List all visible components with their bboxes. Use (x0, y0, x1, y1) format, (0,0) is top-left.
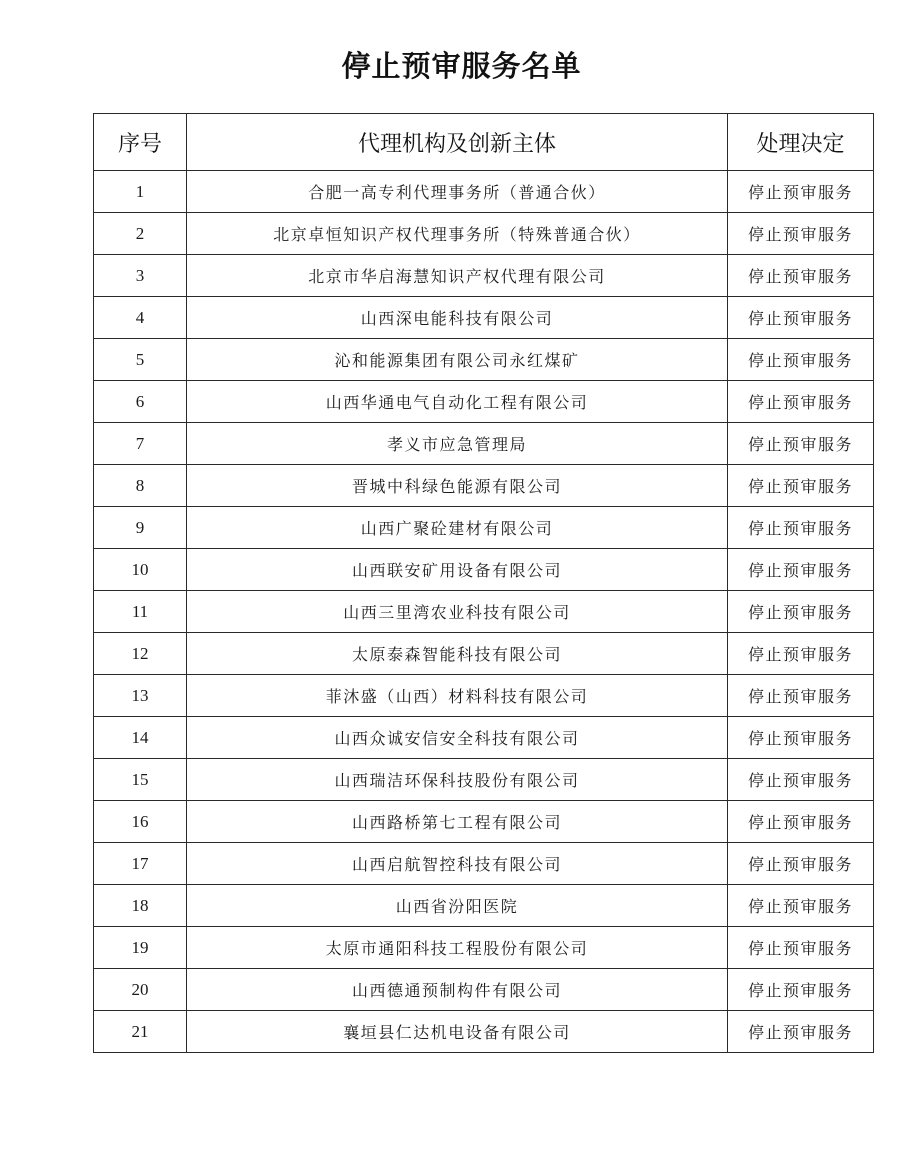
header-decision: 处理决定 (728, 114, 874, 171)
cell-entity-name: 山西德通预制构件有限公司 (187, 969, 728, 1011)
table-row (94, 843, 874, 885)
cell-decision: 停止预审服务 (728, 927, 874, 969)
cell-decision: 停止预审服务 (728, 717, 874, 759)
cell-entity-name: 孝义市应急管理局 (187, 423, 728, 465)
cell-serial-number: 17 (94, 843, 187, 885)
cell-decision: 停止预审服务 (728, 843, 874, 885)
cell-entity-name: 山西启航智控科技有限公司 (187, 843, 728, 885)
cell-serial-number: 6 (94, 381, 187, 423)
cell-entity-name: 山西华通电气自动化工程有限公司 (187, 381, 728, 423)
cell-serial-number: 7 (94, 423, 187, 465)
cell-entity-name: 太原泰森智能科技有限公司 (187, 633, 728, 675)
cell-decision: 停止预审服务 (728, 591, 874, 633)
cell-entity-name: 山西路桥第七工程有限公司 (187, 801, 728, 843)
cell-serial-number: 16 (94, 801, 187, 843)
cell-entity-name: 山西瑞洁环保科技股份有限公司 (187, 759, 728, 801)
table-row (94, 801, 874, 843)
cell-serial-number: 12 (94, 633, 187, 675)
cell-entity-name: 山西众诚安信安全科技有限公司 (187, 717, 728, 759)
cell-decision: 停止预审服务 (728, 1011, 874, 1053)
table-row (94, 465, 874, 507)
cell-entity-name: 山西三里湾农业科技有限公司 (187, 591, 728, 633)
cell-serial-number: 1 (94, 171, 187, 213)
cell-entity-name: 沁和能源集团有限公司永红煤矿 (187, 339, 728, 381)
page-title: 停止预审服务名单 (341, 49, 582, 83)
table-row (94, 633, 874, 675)
cell-decision: 停止预审服务 (728, 213, 874, 255)
cell-decision: 停止预审服务 (728, 423, 874, 465)
cell-decision: 停止预审服务 (728, 507, 874, 549)
table-row (94, 297, 874, 339)
cell-serial-number: 20 (94, 969, 187, 1011)
cell-serial-number: 2 (94, 213, 187, 255)
table-row (94, 549, 874, 591)
cell-decision: 停止预审服务 (728, 297, 874, 339)
cell-entity-name: 太原市通阳科技工程股份有限公司 (187, 927, 728, 969)
table-row (94, 759, 874, 801)
table-row (94, 885, 874, 927)
cell-serial-number: 11 (94, 591, 187, 633)
table-row (94, 1011, 874, 1053)
cell-serial-number: 19 (94, 927, 187, 969)
cell-decision: 停止预审服务 (728, 885, 874, 927)
cell-serial-number: 3 (94, 255, 187, 297)
cell-serial-number: 4 (94, 297, 187, 339)
table-row (94, 339, 874, 381)
cell-entity-name: 北京市华启海慧知识产权代理有限公司 (187, 255, 728, 297)
cell-decision: 停止预审服务 (728, 255, 874, 297)
suspension-list-table (93, 113, 874, 1053)
table-header-row (94, 114, 874, 171)
cell-entity-name: 晋城中科绿色能源有限公司 (187, 465, 728, 507)
cell-decision: 停止预审服务 (728, 633, 874, 675)
cell-serial-number: 14 (94, 717, 187, 759)
cell-serial-number: 15 (94, 759, 187, 801)
cell-serial-number: 10 (94, 549, 187, 591)
header-agency-and-entity: 代理机构及创新主体 (187, 114, 728, 171)
cell-decision: 停止预审服务 (728, 465, 874, 507)
table-row (94, 591, 874, 633)
cell-entity-name: 合肥一高专利代理事务所（普通合伙） (187, 171, 728, 213)
table-row (94, 171, 874, 213)
table-row (94, 675, 874, 717)
table-row (94, 969, 874, 1011)
cell-serial-number: 8 (94, 465, 187, 507)
cell-decision: 停止预审服务 (728, 759, 874, 801)
table-row (94, 507, 874, 549)
cell-decision: 停止预审服务 (728, 171, 874, 213)
header-serial-number: 序号 (94, 114, 187, 171)
cell-decision: 停止预审服务 (728, 969, 874, 1011)
cell-decision: 停止预审服务 (728, 549, 874, 591)
cell-entity-name: 襄垣县仁达机电设备有限公司 (187, 1011, 728, 1053)
cell-entity-name: 北京卓恒知识产权代理事务所（特殊普通合伙） (187, 213, 728, 255)
cell-decision: 停止预审服务 (728, 675, 874, 717)
cell-entity-name: 山西联安矿用设备有限公司 (187, 549, 728, 591)
table-row (94, 717, 874, 759)
cell-decision: 停止预审服务 (728, 381, 874, 423)
cell-serial-number: 21 (94, 1011, 187, 1053)
cell-decision: 停止预审服务 (728, 339, 874, 381)
cell-decision: 停止预审服务 (728, 801, 874, 843)
table-row (94, 213, 874, 255)
table-row (94, 423, 874, 465)
table-row (94, 927, 874, 969)
table-body (94, 171, 874, 1053)
cell-serial-number: 13 (94, 675, 187, 717)
cell-serial-number: 9 (94, 507, 187, 549)
cell-entity-name: 山西省汾阳医院 (187, 885, 728, 927)
cell-entity-name: 山西广聚砼建材有限公司 (187, 507, 728, 549)
table-row (94, 255, 874, 297)
table-row (94, 381, 874, 423)
cell-serial-number: 5 (94, 339, 187, 381)
cell-entity-name: 山西深电能科技有限公司 (187, 297, 728, 339)
cell-serial-number: 18 (94, 885, 187, 927)
cell-entity-name: 菲沐盛（山西）材料科技有限公司 (187, 675, 728, 717)
